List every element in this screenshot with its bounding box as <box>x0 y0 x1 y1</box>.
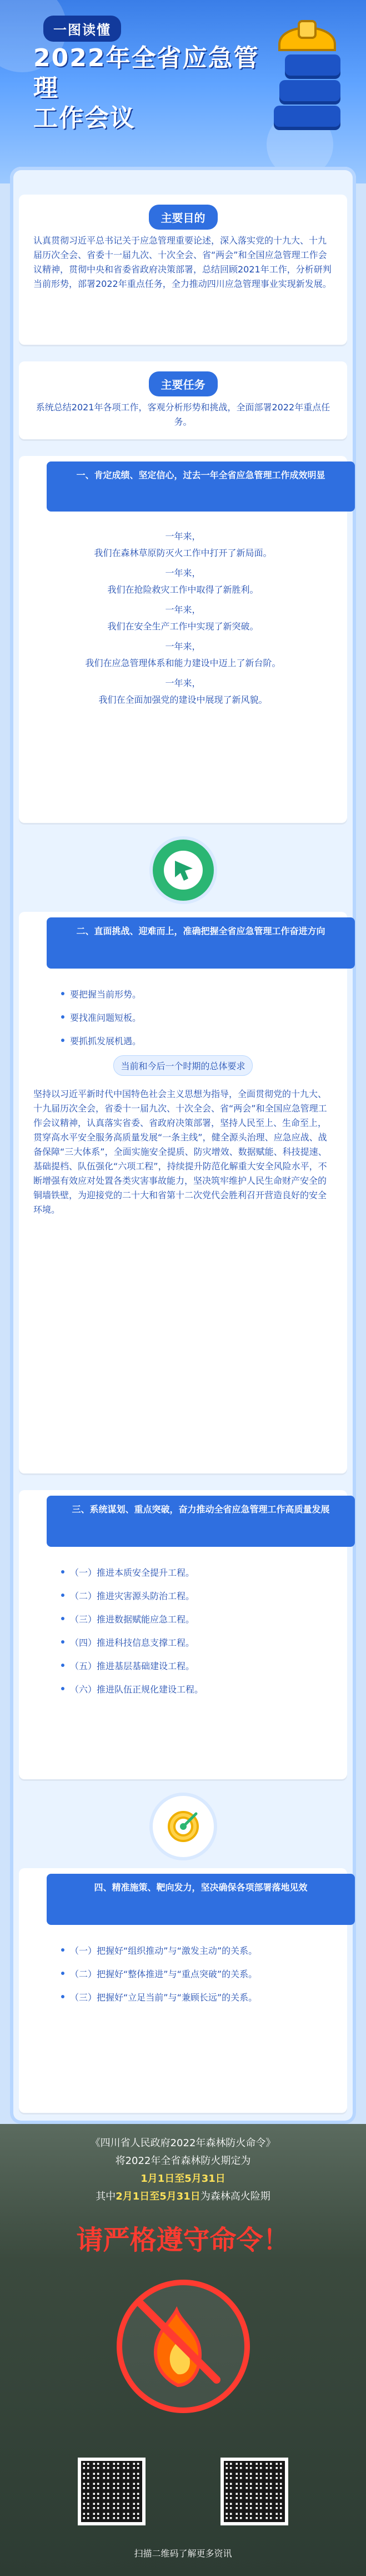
list-item: （一）把握好“组织推动”与“激发主动”的关系。 <box>70 1945 258 1956</box>
section-purpose-title: 主要目的 <box>149 205 218 230</box>
line: 一年来， <box>165 568 201 578</box>
section-three-list <box>58 1562 308 1703</box>
line: 一年来， <box>165 678 201 688</box>
line: 一年来， <box>165 641 201 652</box>
section-three-header <box>47 1496 355 1547</box>
cursor-arrow-icon <box>169 856 197 884</box>
page-title-line-1: 2022年全省应急管理 <box>33 44 259 102</box>
section-two-text: 坚持以习近平新时代中国特色社会主义思想为指导，全面贯彻党的十九大、十九届历次全会，省委十一届九次、十次全会、省“两会”和全国应急管理工作会议精神，认真落实省委、省政府决策部署，坚持人民至上、生命至上，贯穿高水平安全服务高质量发展“一条主线”，健全源头治理、应急应战、战备保障“三大体系”，全面实施安全提质、防灾增效、数据赋能、科技提速、基础提档、队伍强化“六项工程”，持续提升防范化解重大安全风险水平，不断增强有效应对处置各类灾害事故能力，坚决筑牢维护人民生命财产安全的铜墙铁壁，为迎接党的二十大和省第十二次党代会胜利召开营造良好的安全环境。 <box>33 1089 327 1215</box>
section-one <box>19 456 347 823</box>
section-two-subheading-text: 当前和今后一个时期的总体要求 <box>113 1055 252 1076</box>
cursor-arrow-disc <box>153 840 214 901</box>
no-fire-sign <box>117 2280 250 2413</box>
list-item: （一）推进本质安全提升工程。 <box>70 1567 195 1578</box>
line: 我们在全面加强党的建设中展现了新风貌。 <box>98 694 268 705</box>
footer-line4-hi: 2月1日至5月31日 <box>116 2191 200 2202</box>
section-one-lines <box>33 528 333 708</box>
header-hero <box>0 0 366 183</box>
bullet: 要抓抓发展机遇。 <box>70 1035 142 1046</box>
section-tasks-title: 主要任务 <box>149 371 218 396</box>
footer-date-range: 1月1日至5月31日 <box>141 2173 225 2185</box>
list-item: （六）推进队伍正规化建设工程。 <box>70 1684 204 1695</box>
list-item: （二）把握好“整体推进”与“重点突破”的关系。 <box>70 1968 258 1979</box>
footer <box>0 2124 366 2576</box>
page-title <box>33 43 267 133</box>
target-icon <box>164 1807 203 1846</box>
footer-line2: 将2022年全省森林防火期定为 <box>115 2155 251 2167</box>
hardhat-icon <box>274 11 340 61</box>
section-one-header <box>47 461 355 512</box>
page-title-line-2: 工作会议 <box>33 104 136 132</box>
list-item: （四）推进科技信息支撑工程。 <box>70 1637 195 1648</box>
line: 我们在安全生产工作中实现了新突破。 <box>107 621 259 632</box>
footer-line1: 《四川省人民政府2022年森林防火命令》 <box>90 2137 276 2149</box>
section-two-bullets <box>58 984 308 1054</box>
list-item: （五）推进基层基础建设工程。 <box>70 1660 195 1671</box>
line: 我们在抢险救灾工作中取得了新胜利。 <box>107 584 259 595</box>
footer-line4-post: 为森林高火险期 <box>200 2191 270 2202</box>
section-four <box>19 1868 347 2113</box>
header-illustration <box>263 11 352 156</box>
qr-code-left <box>78 2458 146 2525</box>
section-purpose <box>19 195 347 345</box>
qr-code-right <box>220 2458 288 2525</box>
qr-caption: 扫描二维码了解更多资讯 <box>134 2548 232 2559</box>
footer-line4 <box>17 2188 349 2205</box>
line: 一年来， <box>165 604 201 615</box>
section-tasks-text: 系统总结2021年各项工作，客观分析形势和挑战，全面部署2022年重点任务。 <box>36 402 330 427</box>
section-four-list <box>58 1940 308 2011</box>
section-tasks <box>19 361 347 439</box>
cursor-arrow-inner <box>164 851 203 890</box>
footer-line4-pre: 其中 <box>96 2191 116 2202</box>
list-item: （三）把握好“立足当前”与“兼顾长远”的关系。 <box>70 1992 258 2003</box>
section-four-header <box>47 1874 355 1925</box>
section-two-title: 二、直面挑战、迎难而上，准确把握全省应急管理工作奋进方向 <box>76 926 325 936</box>
footer-warning: 请严格遵守命令！ <box>76 2225 290 2256</box>
section-one-title: 一、肯定成绩、坚定信心，过去一年全省应急管理工作成效明显 <box>76 470 325 480</box>
section-two-subheading <box>69 1056 297 1074</box>
section-three <box>19 1490 347 1779</box>
fire-icon <box>117 2280 239 2402</box>
section-purpose-text: 认真贯彻习近平总书记关于应急管理重要论述，深入落实党的十九大、十九届历次全会、省委十一届九次、十次全会、省“两会”和全国应急管理工作会议精神，贯彻中央和省委省政府决策部署，总结回顾2021年工作，分析研判当前形势，部署2022年重点任务，全力推动四川应急管理事业实现新发展。 <box>33 235 332 289</box>
section-two <box>19 912 347 1473</box>
line: 一年来， <box>165 531 201 542</box>
bullet: 要把握当前形势。 <box>70 989 142 1000</box>
list-item: （二）推进灾害源头防治工程。 <box>70 1590 195 1601</box>
header-tag: 一图读懂 <box>43 16 121 42</box>
list-item: （三）推进数据赋能应急工程。 <box>70 1614 195 1625</box>
section-three-title: 三、系统谋划、重点突破，奋力推动全省应急管理工作高质量发展 <box>72 1504 330 1515</box>
section-four-title: 四、精准施策、靶向发力，坚决确保各项部署落地见效 <box>94 1882 308 1893</box>
line: 我们在森林草原防灭火工作中打开了新局面。 <box>94 548 272 558</box>
line: 我们在应急管理体系和能力建设中迈上了新台阶。 <box>85 658 281 668</box>
section-two-header <box>47 917 355 969</box>
target-disc <box>153 1796 214 1857</box>
bullet: 要找准问题短板。 <box>70 1012 142 1023</box>
